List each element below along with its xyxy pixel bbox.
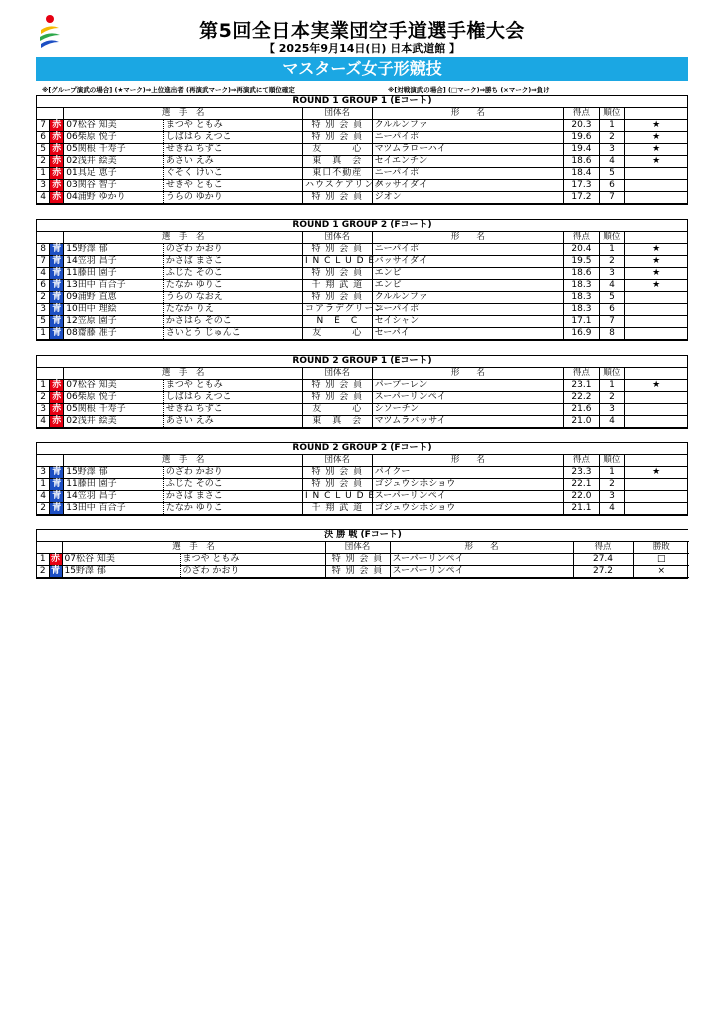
belt-color-badge: 青 [50,292,64,304]
player-kana: のざわ かおり [163,244,302,256]
belt-color-badge: 青 [50,268,64,280]
advance-star-icon [625,192,687,204]
score: 23.1 [564,380,599,392]
table-row [37,268,687,280]
score: 17.1 [564,316,599,328]
player-name: 03関谷 智子 [64,180,164,192]
score: 23.3 [564,467,599,479]
kata-name: パイクー [372,467,564,479]
belt-color-badge: 赤 [50,132,64,144]
player-kana: うらの ゆかり [163,192,302,204]
belt-color-badge: 赤 [50,156,64,168]
rank: 2 [599,132,625,144]
col-blank [37,542,62,554]
player-name: 01具足 恵子 [64,168,164,180]
kata-name: スーパーリンペイ [390,554,573,566]
order-number: 3 [37,180,50,192]
order-number: 2 [37,503,50,515]
score: 18.6 [564,156,599,168]
table-title: ROUND 2 GROUP 2 (Fコート) [37,443,687,455]
table-row [37,467,687,479]
event-date-venue: 【 2025年9月14日(日) 日本武道館 】 [263,42,461,55]
order-number: 2 [37,292,50,304]
player-name: 14笠羽 昌子 [64,491,164,503]
score: 27.4 [573,554,633,566]
rank: 4 [599,416,625,428]
player-name: 07松谷 知美 [64,120,164,132]
rank: 8 [599,328,625,340]
player-kana: まつや ともみ [180,554,325,566]
score: 21.6 [564,404,599,416]
results-table [36,442,688,516]
player-name: 13田中 百合子 [64,280,164,292]
rank: 5 [599,168,625,180]
results-table [36,355,688,429]
table-row [37,491,687,503]
player-name: 06柴原 悦子 [64,392,164,404]
kata-name: ニーパイポ [372,132,564,144]
col-mark [625,455,687,467]
team-name: 友 心 [303,328,373,340]
team-name: 特 別 会 員 [303,292,373,304]
table-row [37,479,687,491]
rank: 1 [599,467,625,479]
col-blank [37,368,64,380]
player-kana: ぐそく けいこ [163,168,302,180]
kata-name: ニーパイポ [372,168,564,180]
order-number: 1 [37,554,49,566]
final-table [36,529,688,579]
result-mark-icon: × [633,566,689,578]
rank: 4 [599,503,625,515]
team-name: 千 翔 武 道 [303,280,373,292]
team-name: 特 別 会 員 [325,566,390,578]
rank: 1 [599,120,625,132]
order-number: 1 [37,168,50,180]
belt-color-badge: 青 [50,328,64,340]
team-name: 東 真 会 [303,156,373,168]
table-row [37,416,687,428]
player-name: 11藤田 園子 [64,479,164,491]
belt-color-badge: 青 [50,467,64,479]
table-row [37,120,687,132]
results-table [36,219,688,341]
table-title: ROUND 2 GROUP 1 (Eコート) [37,356,687,368]
table-row [37,256,687,268]
col-rank: 順位 [599,108,625,120]
col-rank: 順位 [599,368,625,380]
belt-color-badge: 赤 [50,392,64,404]
advance-star-icon: ★ [625,132,687,144]
score: 16.9 [564,328,599,340]
col-mark [625,368,687,380]
rank: 2 [599,256,625,268]
kata-name: ゴジュウシホショウ [372,479,564,491]
advance-star-icon [625,416,687,428]
advance-star-icon: ★ [625,380,687,392]
belt-color-badge: 青 [50,304,64,316]
order-number: 6 [37,132,50,144]
team-name: 千 翔 武 道 [303,503,373,515]
table-row [37,156,687,168]
kata-name: スーパーリンペイ [372,392,564,404]
advance-star-icon: ★ [625,268,687,280]
order-number: 2 [37,156,50,168]
order-number: 5 [37,316,50,328]
table-row [37,392,687,404]
score: 20.4 [564,244,599,256]
score: 19.4 [564,144,599,156]
belt-color-badge: 赤 [50,120,64,132]
player-name: 05関根 千寿子 [64,144,164,156]
order-number: 5 [37,144,50,156]
col-player: 選 手 名 [62,542,325,554]
player-kana: たなか ゆりこ [163,503,302,515]
team-name: 特 別 会 員 [303,120,373,132]
player-kana: ふじた そのこ [163,479,302,491]
rank: 3 [599,491,625,503]
rank: 5 [599,292,625,304]
player-kana: しばはら えつこ [163,392,302,404]
col-player: 選 手 名 [64,455,303,467]
col-team: 団体名 [303,108,373,120]
team-name: I N C L U D E [303,491,373,503]
team-name: コアラデグリーン [303,304,373,316]
player-name: 13田中 百合子 [64,503,164,515]
player-kana: うらの なおえ [163,292,302,304]
kata-name: セイシャン [372,316,564,328]
table-row [37,132,687,144]
order-number: 4 [37,416,50,428]
kata-name: エンピ [372,268,564,280]
kata-name: ゴジュウシホショウ [372,503,564,515]
event-banner: マスターズ女子形競技 [36,57,688,81]
advance-star-icon [625,392,687,404]
col-player: 選 手 名 [64,232,303,244]
advance-star-icon: ★ [625,280,687,292]
player-kana: まつや ともみ [163,120,302,132]
player-name: 09浦野 直恵 [64,292,164,304]
score: 20.3 [564,120,599,132]
order-number: 7 [37,120,50,132]
kata-name: バッサイダイ [372,256,564,268]
belt-color-badge: 赤 [50,144,64,156]
kata-name: ジオン [372,192,564,204]
order-number: 1 [37,328,50,340]
col-blank [37,455,64,467]
table-row [37,404,687,416]
kata-name: ニーパイポ [372,304,564,316]
match-legend-note: ※[対戦演武の場合] (□マーク)⇒勝ち (×マーク)⇒負け [388,86,550,94]
player-name: 06柴原 悦子 [64,132,164,144]
kata-name: エンピ [372,280,564,292]
table-row [37,280,687,292]
player-kana: たなか りえ [163,304,302,316]
col-kata: 形 名 [390,542,573,554]
kata-name: クルルンファ [372,120,564,132]
col-score: 得点 [564,108,599,120]
player-kana: あさい えみ [163,416,302,428]
belt-color-badge: 青 [50,256,64,268]
table-row [37,380,687,392]
kata-name: シソーチン [372,404,564,416]
team-name: 友 心 [303,404,373,416]
col-rank: 順位 [599,455,625,467]
col-rank: 順位 [599,232,625,244]
col-mark [625,108,687,120]
advance-star-icon: ★ [625,256,687,268]
table-row [37,180,687,192]
player-kana: しばはら えつこ [163,132,302,144]
kata-name: ニーパイポ [372,244,564,256]
team-name: 東 真 会 [303,416,373,428]
player-kana: せきね ちずこ [163,144,302,156]
score: 21.1 [564,503,599,515]
player-kana: せきね ちずこ [163,404,302,416]
rank: 3 [599,268,625,280]
player-kana: まつや ともみ [163,380,302,392]
col-score: 得点 [564,232,599,244]
team-name: 特 別 会 員 [303,479,373,491]
rank: 6 [599,304,625,316]
order-number: 4 [37,192,50,204]
team-name: 特 別 会 員 [303,268,373,280]
belt-color-badge: 赤 [50,192,64,204]
player-kana: せきや ともこ [163,180,302,192]
rank: 1 [599,244,625,256]
table-row [37,144,687,156]
belt-color-badge: 青 [50,280,64,292]
table-row [37,554,689,566]
rank: 4 [599,280,625,292]
score: 17.2 [564,192,599,204]
belt-color-badge: 青 [50,566,60,576]
page-title: 第5回全日本実業団空手道選手権大会 [199,20,525,42]
col-blank [37,108,64,120]
order-number: 1 [37,479,50,491]
player-kana: のざわ かおり [163,467,302,479]
team-name: 特 別 会 員 [303,380,373,392]
belt-color-badge: 青 [50,244,64,256]
player-name: 05関根 千寿子 [64,404,164,416]
kata-name: マツムラバッサイ [372,416,564,428]
advance-star-icon [625,404,687,416]
score: 18.3 [564,304,599,316]
player-name: 08齋藤 准子 [64,328,164,340]
kata-name: クルルンファ [372,292,564,304]
advance-star-icon [625,503,687,515]
col-kata: 形 名 [372,455,564,467]
rank: 7 [599,192,625,204]
player-name: 12笠原 園子 [64,316,164,328]
belt-color-badge: 赤 [50,180,64,192]
score: 22.2 [564,392,599,404]
score: 18.6 [564,268,599,280]
team-name: 特 別 会 員 [303,392,373,404]
advance-star-icon: ★ [625,144,687,156]
team-name: 特 別 会 員 [303,244,373,256]
col-team: 団体名 [303,232,373,244]
player-kana: かさば まさこ [163,491,302,503]
advance-star-icon [625,491,687,503]
belt-color-badge: 赤 [50,554,60,564]
player-kana: あさい えみ [163,156,302,168]
rank: 2 [599,392,625,404]
order-number: 4 [37,268,50,280]
team-name: 東口不動産 [303,168,373,180]
team-name: 特 別 会 員 [303,467,373,479]
advance-star-icon: ★ [625,244,687,256]
group-legend-note: ※[グループ演武の場合] (★マーク)⇒上位進出者 (再演武マーク)⇒再演武にて順位確定 [42,86,295,94]
order-number: 3 [37,304,50,316]
player-name: 15野澤 郁 [62,566,180,578]
team-name: I N C L U D E [303,256,373,268]
order-number: 8 [37,244,50,256]
belt-color-badge: 赤 [50,168,64,180]
score: 27.2 [573,566,633,578]
col-team: 団体名 [325,542,390,554]
score: 18.3 [564,280,599,292]
player-name: 07松谷 知美 [64,380,164,392]
team-name: 特 別 会 員 [303,132,373,144]
advance-star-icon [625,479,687,491]
rank: 7 [599,316,625,328]
belt-color-badge: 青 [50,503,64,515]
results-table [36,95,688,205]
player-name: 02浅井 絵美 [64,416,164,428]
player-kana: かさば まさこ [163,256,302,268]
score: 18.4 [564,168,599,180]
kata-name: スーパーリンペイ [390,566,573,578]
advance-star-icon [625,316,687,328]
kata-name: パープーレン [372,380,564,392]
table-row [37,168,687,180]
player-name: 11藤田 園子 [64,268,164,280]
col-kata: 形 名 [372,368,564,380]
score: 22.1 [564,479,599,491]
rank: 6 [599,180,625,192]
table-row [37,566,689,578]
advance-star-icon [625,304,687,316]
order-number: 1 [37,380,50,392]
team-name: N E C [303,316,373,328]
col-kata: 形 名 [372,232,564,244]
team-name: 友 心 [303,144,373,156]
order-number: 2 [37,392,50,404]
advance-star-icon: ★ [625,467,687,479]
player-kana: かさはら そのこ [163,316,302,328]
player-name: 14笠羽 昌子 [64,256,164,268]
kata-name: スーパーリンペイ [372,491,564,503]
order-number: 6 [37,280,50,292]
belt-color-badge: 赤 [50,404,64,416]
advance-star-icon [625,328,687,340]
team-name: 特 別 会 員 [325,554,390,566]
score: 19.6 [564,132,599,144]
col-blank [37,232,64,244]
col-result: 勝敗 [633,542,689,554]
col-player: 選 手 名 [64,108,303,120]
rank: 1 [599,380,625,392]
rank: 2 [599,479,625,491]
final-title: 決 勝 戦 (Fコート) [37,530,689,542]
col-team: 団体名 [303,455,373,467]
score: 22.0 [564,491,599,503]
table-title: ROUND 1 GROUP 1 (Eコート) [37,96,687,108]
col-player: 選 手 名 [64,368,303,380]
team-name: 特 別 会 員 [303,192,373,204]
score: 21.0 [564,416,599,428]
order-number: 3 [37,404,50,416]
advance-star-icon: ★ [625,120,687,132]
advance-star-icon: ★ [625,156,687,168]
table-row [37,192,687,204]
player-name: 07松谷 知美 [62,554,180,566]
order-number: 4 [37,491,50,503]
rank: 3 [599,404,625,416]
belt-color-badge: 赤 [50,380,64,392]
kata-name: セイエンチン [372,156,564,168]
kata-name: マツムラローハイ [372,144,564,156]
score: 18.3 [564,292,599,304]
player-kana: さいとう じゅんこ [163,328,302,340]
advance-star-icon [625,292,687,304]
col-score: 得点 [573,542,633,554]
player-kana: ふじた そのこ [163,268,302,280]
player-name: 02浅井 絵美 [64,156,164,168]
table-row [37,304,687,316]
col-score: 得点 [564,368,599,380]
result-mark-icon: □ [633,554,689,566]
rank: 4 [599,156,625,168]
table-row [37,328,687,340]
table-row [37,244,687,256]
table-row [37,316,687,328]
advance-star-icon [625,168,687,180]
player-name: 15野澤 郁 [64,244,164,256]
order-number: 7 [37,256,50,268]
table-row [37,503,687,515]
col-mark [625,232,687,244]
col-kata: 形 名 [372,108,564,120]
team-name: ハウスケアリンク [303,180,373,192]
col-team: 団体名 [303,368,373,380]
player-kana: たなか ゆりこ [163,280,302,292]
belt-color-badge: 青 [50,479,64,491]
order-number: 3 [37,467,50,479]
score: 17.3 [564,180,599,192]
advance-star-icon [625,180,687,192]
player-kana: のざわ かおり [180,566,325,578]
kata-name: バッサイダイ [372,180,564,192]
kata-name: セーパイ [372,328,564,340]
belt-color-badge: 赤 [50,416,64,428]
score: 19.5 [564,256,599,268]
order-number: 2 [37,566,49,578]
belt-color-badge: 青 [50,491,64,503]
table-row [37,292,687,304]
player-name: 15野澤 郁 [64,467,164,479]
player-name: 04浦野 ゆかり [64,192,164,204]
player-name: 10田中 理絵 [64,304,164,316]
col-score: 得点 [564,455,599,467]
belt-color-badge: 青 [50,316,64,328]
table-title: ROUND 1 GROUP 2 (Fコート) [37,220,687,232]
rank: 3 [599,144,625,156]
